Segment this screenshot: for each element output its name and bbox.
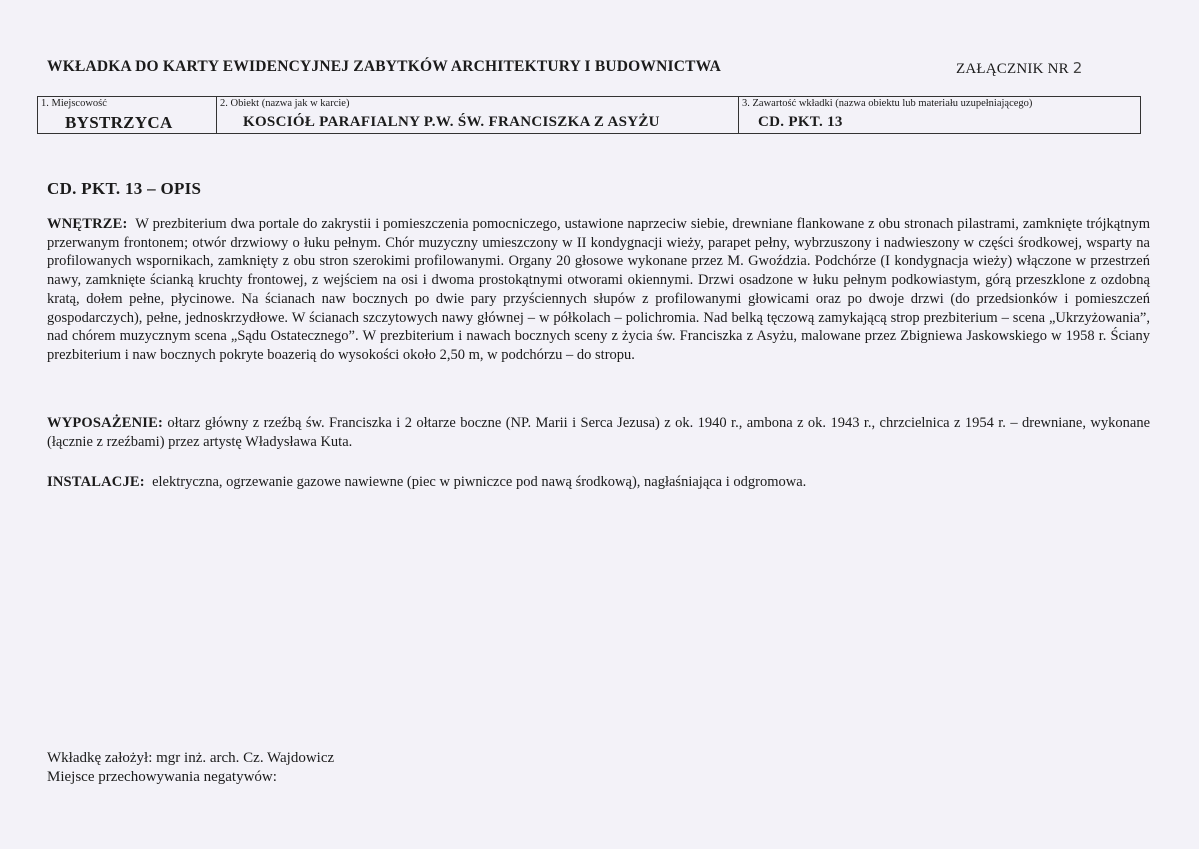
- interior-paragraph: [47, 215, 1150, 365]
- content-cell: [739, 97, 1140, 133]
- installations-heading: INSTALACJE:: [47, 474, 145, 490]
- author-line: Wkładkę założył: mgr inż. arch. Cz. Wajdowicz: [47, 750, 335, 766]
- content-label: 3. Zawartość wkładki (nazwa obiektu lub materiału uzupełniającego): [742, 98, 1033, 109]
- object-label: 2. Obiekt (nazwa jak w karcie): [220, 98, 350, 109]
- equipment-heading: WYPOSAŻENIE:: [47, 415, 163, 431]
- annex-label-text: ZAŁĄCZNIK NR: [956, 61, 1069, 77]
- annex-label: [956, 59, 1083, 78]
- negatives-location-line: Miejsce przechowywania negatywów:: [47, 769, 277, 785]
- locality-label: 1. Miejscowość: [41, 98, 107, 109]
- metadata-table: [37, 96, 1141, 134]
- equipment-paragraph: [47, 414, 1150, 451]
- section-title: CD. PKT. 13 – OPIS: [47, 179, 202, 198]
- footer: [47, 749, 334, 787]
- interior-heading: WNĘTRZE:: [47, 216, 128, 232]
- equipment-text: ołtarz główny z rzeźbą św. Franciszka i 2 ołtarze boczne (NP. Marii i Serca Jezusa) z ok. 1940 r., ambona z ok. 1943 r., chrzcielnica z 1954 r. – drewniane, wykonane (łącznie z rzeźbami) przez artystę Władysława Kuta.: [47, 415, 1151, 450]
- object-value: KOSCIÓŁ PARAFIALNY P.W. ŚW. FRANCISZKA Z ASYŻU: [243, 114, 660, 130]
- annex-number: 2: [1072, 59, 1083, 77]
- interior-text: W prezbiterium dwa portale do zakrystii i pomieszczenia pomocniczego, ustawione naprzeciw siebie, drewniane flankowane z obu stronach pilastrami, zamknięte trójkątnym przerwanym frontonem; otwór drzwiowy o łuku pełnym. Chór muzyczny umieszczony w II kondygnacji wieży, parapet pełny, wybrzuszony i nadwieszony w części środkowej, wsparty na profilowanych wspornikach, zamknięty z obu stron szerokimi profilowanymi. Organy 20 głosowe wykonane przez M. Gwoździa. Podchórze (I kondygnacja wieży) włączone w przestrzeń nawy, zamknięte ścianką kruchty frontowej, z wejściem na osi i dwoma prostokątnymi otworami okiennymi. Drzwi osadzone w łuku pełnym podkowiastym, górą przeszklone z ozdobną kratą, dołem pełne, płycinowe. Na ścianach naw bocznych po dwie pary przyściennych słupów z profilowanymi głowicami oraz po dwoje drzwi (do przedsionków i pomieszczeń gospodarczych), pełne, jednoskrzydłowe. W ścianach szczytowych nawy głównej – w półkolach – polichromia. Nad belką tęczową zamykającą strop prezbiterium – scena „Ukrzyżowania”, nad chórem muzycznym scena „Sądu Ostatecznego”. W prezbiterium i nawach bocznych sceny z życia św. Franciszka z Asyżu, malowane przez Zbigniewa Jaskowskiego w 1958 r. Ściany prezbiterium i naw bocznych pokryte boazerią do wysokości około 2,50 m, w podchórzu – do stropu.: [47, 216, 1150, 363]
- object-cell: [217, 97, 739, 133]
- document-title: WKŁADKA DO KARTY EWIDENCYJNEJ ZABYTKÓW ARCHITEKTURY I BUDOWNICTWA: [47, 58, 722, 75]
- locality-value: BYSTRZYCA: [65, 113, 173, 132]
- installations-text: elektryczna, ogrzewanie gazowe nawiewne (piec w piwniczce pod nawą środkową), nagłaśniająca i odgromowa.: [152, 474, 807, 490]
- content-value: CD. PKT. 13: [758, 114, 843, 130]
- installations-paragraph: [47, 473, 1150, 492]
- locality-cell: [38, 97, 217, 133]
